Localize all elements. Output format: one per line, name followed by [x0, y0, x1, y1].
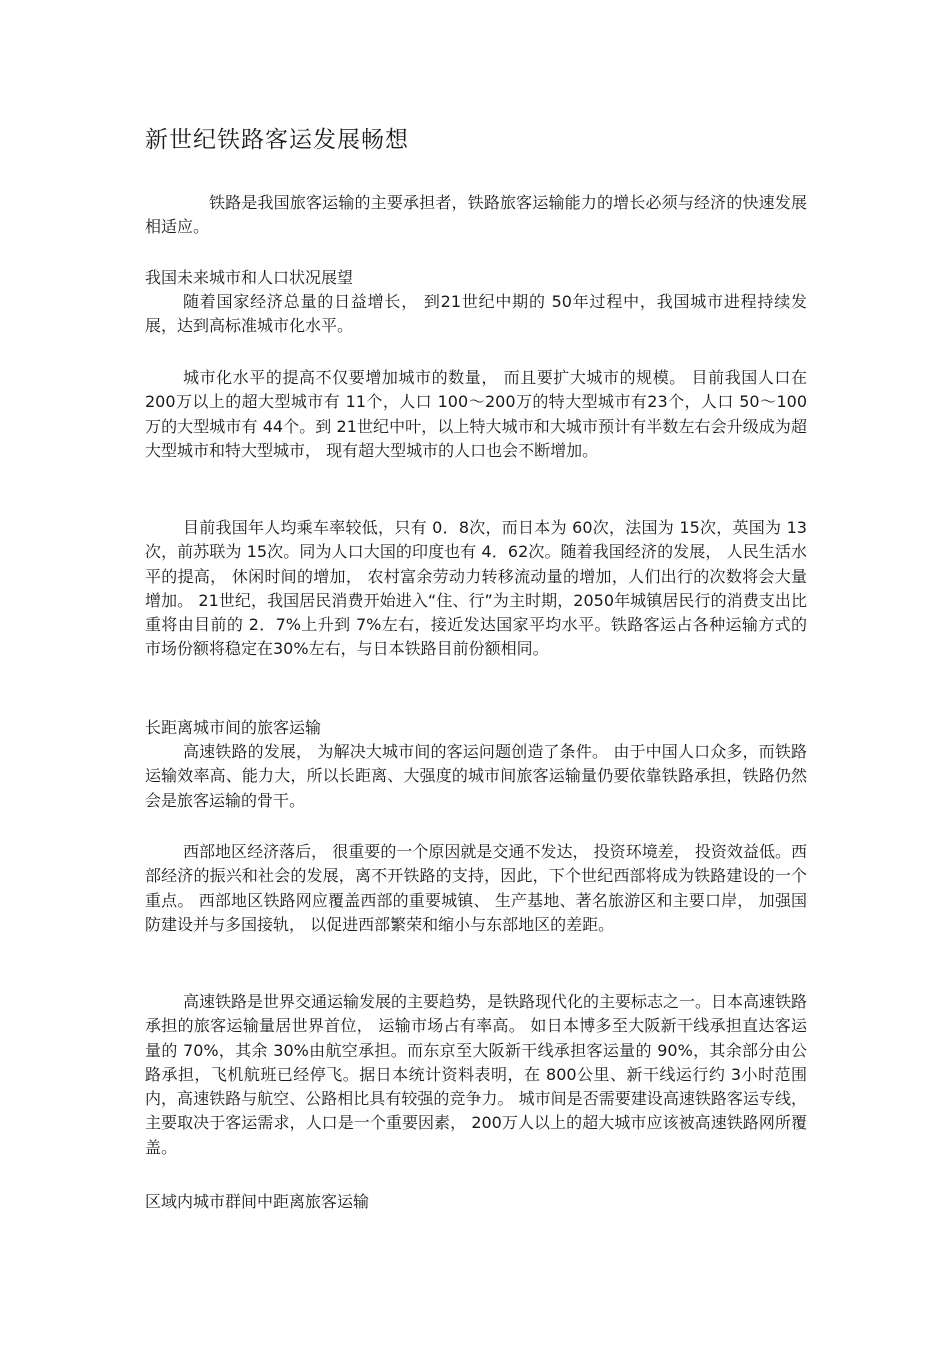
section-heading-city-population: 我国未来城市和人口状况展望	[145, 268, 354, 287]
paragraph-western-region: 西部地区经济落后， 很重要的一个原因就是交通不发达， 投资环境差， 投资效益低。西部经济的振兴和社会的发展，离不开铁路的支持，因此，下个世纪西部将成为铁路建设的一个重点。 西部地区铁路网应覆盖西部的重要城镇、 生产基地、著名旅游区和主要口岸， 加强国防建设并与多国接轨， 以促进西部繁荣和缩小与东部地区的差距。	[145, 842, 807, 934]
paragraph-world-trend: 高速铁路是世界交通运输发展的主要趋势，是铁路现代化的主要标志之一。日本高速铁路承担的旅客运输量居世界首位， 运输市场占有率高。 如日本博多至大阪新干线承担直达客运量的 70%，其余 30%由航空承担。而东京至大阪新干线承担客运量的 90%，其余部分由公路承担，飞机航班已经停飞。据日本统计资料表明，在 800公里、新干线运行约 3小时范围内，高速铁路与航空、公路相比具有较强的竞争力。 城市间是否需要建设高速铁路客运专线， 主要取决于客运需求，人口是一个重要因素， 200万人以上的超大城市应该被高速铁路网所覆盖。	[145, 992, 808, 1157]
document-title: 新世纪铁路客运发展畅想	[145, 127, 409, 153]
paragraph-urban-growth: 随着国家经济总量的日益增长， 到21世纪中期的 50年过程中，我国城市进程持续发展，达到高标准城市化水平。	[145, 292, 807, 336]
section-heading-long-distance: 长距离城市间的旅客运输	[145, 718, 322, 737]
paragraph-travel-rate: 目前我国年人均乘车率较低，只有 0．8次，而日本为 60次，法国为 15次，英国为 13次，前苏联为 15次。同为人口大国的印度也有 4．62次。随着我国经济的发展， 人民生活水平的提高， 休闲时间的增加， 农村富余劳动力转移流动量的增加，人们出行的次数将会大量增加。 21世纪，我国居民消费开始进入“住、行”为主时期，2050年城镇居民行的消费支出比重将由目前的 2．7%上升到 7%左右，接近发达国家平均水平。铁路客运占各种运输方式的市场份额将稳定在30%左右，与日本铁路目前份额相同。	[145, 518, 807, 659]
intro-paragraph: 铁路是我国旅客运输的主要承担者，铁路旅客运输能力的增长必须与经济的快速发展相适应。	[145, 193, 807, 237]
paragraph-high-speed-development: 高速铁路的发展， 为解决大城市间的客运问题创造了条件。 由于中国人口众多，而铁路运输效率高、能力大，所以长距离、大强度的城市间旅客运输量仍要依靠铁路承担，铁路仍然会是旅客运输的骨干。	[145, 742, 807, 810]
paragraph-city-scale: 城市化水平的提高不仅要增加城市的数量， 而且要扩大城市的规模。 目前我国人口在 200万以上的超大型城市有 11个，人口 100～200万的特大型城市有23个，人口 50～100万的大型城市有 44个。到 21世纪中叶，以上特大城市和大城市预计有半数左右会升级成为超大型城市和特大型城市， 现有超大型城市的人口也会不断增加。	[145, 368, 807, 460]
section-heading-regional: 区域内城市群间中距离旅客运输	[145, 1192, 370, 1211]
